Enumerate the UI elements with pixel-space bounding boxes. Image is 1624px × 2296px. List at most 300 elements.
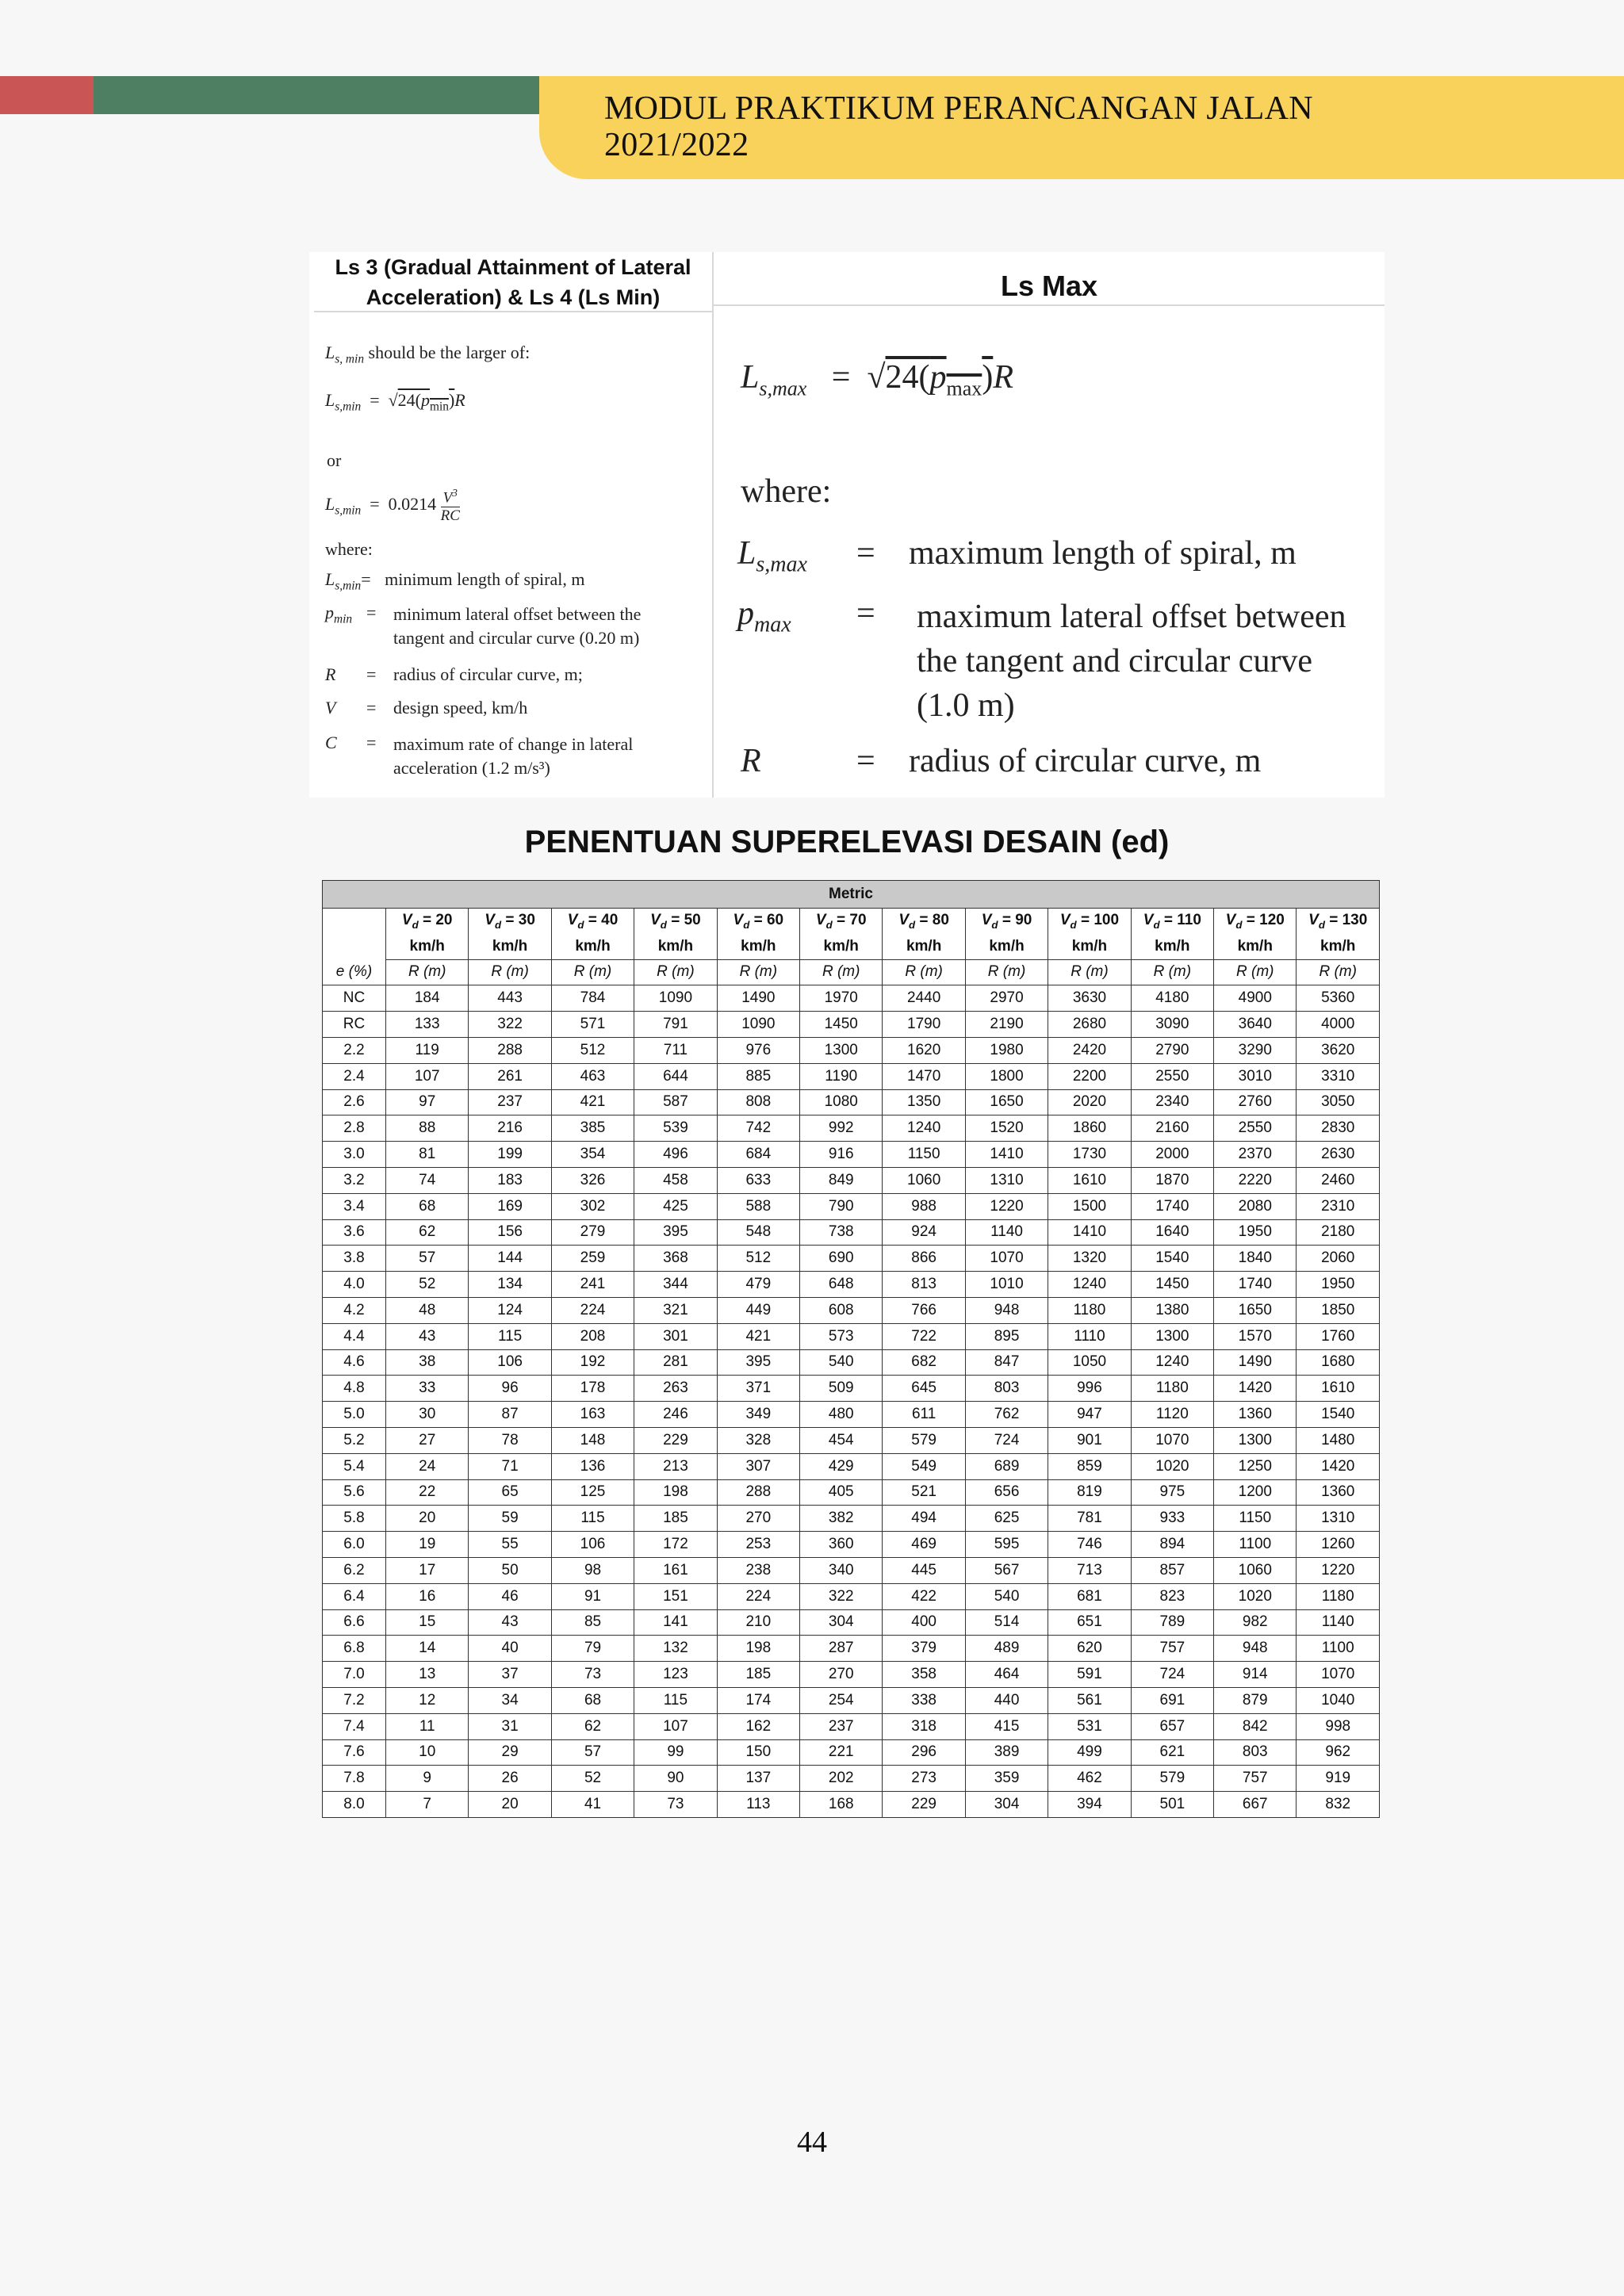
radius-cell: 34 — [469, 1687, 551, 1713]
e-value-cell: 8.0 — [323, 1792, 386, 1818]
table-row — [323, 1323, 1380, 1349]
radius-cell: 136 — [551, 1453, 634, 1479]
radius-cell: 2080 — [1214, 1193, 1297, 1219]
radius-cell: 287 — [800, 1636, 883, 1662]
radius-cell: 216 — [469, 1115, 551, 1142]
radius-cell: 975 — [1131, 1479, 1213, 1506]
speed-value: 40 — [601, 912, 619, 928]
radius-cell: 137 — [717, 1766, 799, 1792]
radius-cell: 757 — [1214, 1766, 1297, 1792]
table-row — [323, 1115, 1380, 1142]
radius-cell: 962 — [1297, 1739, 1380, 1766]
ls-max-def-0: $L_{s,max}$ = maximum length of spiral, m — [737, 535, 1297, 577]
radius-cell: 463 — [551, 1063, 634, 1089]
radius-cell: 395 — [717, 1349, 799, 1376]
radius-cell: 948 — [965, 1297, 1048, 1323]
radius-cell: 449 — [717, 1297, 799, 1323]
radius-cell: 273 — [883, 1766, 965, 1792]
radius-cell: 395 — [634, 1219, 717, 1246]
ls-min-intro-text: should be the larger of: — [368, 342, 530, 362]
table-row — [323, 1583, 1380, 1609]
radius-cell: 501 — [1131, 1792, 1213, 1818]
e-value-cell: 4.6 — [323, 1349, 386, 1376]
radius-cell: 37 — [469, 1662, 551, 1688]
radius-cell: 9 — [386, 1766, 469, 1792]
ls-min-def-0 — [325, 569, 584, 593]
radius-cell: 1250 — [1214, 1453, 1297, 1479]
radius-cell: 1520 — [965, 1115, 1048, 1142]
radius-cell: 115 — [551, 1506, 634, 1532]
radius-cell: 210 — [717, 1609, 799, 1636]
radius-cell: 1180 — [1131, 1376, 1213, 1402]
ls-max-def-2: R = radius of circular curve, m — [741, 743, 1262, 779]
def-text: maximum lateral offset between the tangent and circular curve (1.0 m) — [917, 599, 1346, 724]
ls-max-where: where: — [741, 473, 832, 510]
superelevation-table — [322, 880, 1380, 1818]
table-unit-row — [323, 934, 1380, 959]
radius-cell: 1950 — [1214, 1219, 1297, 1246]
table-row — [323, 1246, 1380, 1272]
radius-cell: 5360 — [1297, 985, 1380, 1012]
radius-cell: 107 — [634, 1713, 717, 1739]
table-row — [323, 1297, 1380, 1323]
radius-cell: 322 — [800, 1583, 883, 1609]
radius-cell: 2370 — [1214, 1142, 1297, 1168]
radius-cell: 38 — [386, 1349, 469, 1376]
radius-cell: 132 — [634, 1636, 717, 1662]
speed-unit: km/h — [883, 934, 965, 959]
radius-cell: 301 — [634, 1323, 717, 1349]
speed-value: 130 — [1342, 912, 1368, 928]
e-value-cell: 4.4 — [323, 1323, 386, 1349]
e-value-cell: 4.8 — [323, 1376, 386, 1402]
radius-cell: 479 — [717, 1272, 799, 1298]
radius-cell: 415 — [965, 1713, 1048, 1739]
radius-cell: 48 — [386, 1297, 469, 1323]
radius-cell: 113 — [717, 1792, 799, 1818]
e-percent-header: e (%) — [323, 959, 386, 985]
radius-cell: 803 — [1214, 1739, 1297, 1766]
def-op: = — [366, 698, 377, 718]
radius-cell: 2060 — [1297, 1246, 1380, 1272]
radius-cell: 17 — [386, 1557, 469, 1583]
radius-cell: 3310 — [1297, 1063, 1380, 1089]
radius-cell: 895 — [965, 1323, 1048, 1349]
radius-cell: 349 — [717, 1402, 799, 1428]
radius-cell: 919 — [1297, 1766, 1380, 1792]
radius-cell: 1310 — [965, 1167, 1048, 1193]
ls-min-def-3 — [325, 698, 527, 718]
radius-cell: 988 — [883, 1193, 965, 1219]
radius-cell: 40 — [469, 1636, 551, 1662]
radius-cell: 2630 — [1297, 1142, 1380, 1168]
radius-cell: 996 — [1048, 1376, 1131, 1402]
radius-cell: 115 — [634, 1687, 717, 1713]
radius-cell: 1310 — [1297, 1506, 1380, 1532]
radius-cell: 202 — [800, 1766, 883, 1792]
radius-cell: 168 — [800, 1792, 883, 1818]
radius-cell: 690 — [800, 1246, 883, 1272]
radius-cell: 20 — [469, 1792, 551, 1818]
radius-cell: 2970 — [965, 985, 1048, 1012]
def-symbol: L — [325, 569, 335, 589]
radius-cell: 15 — [386, 1609, 469, 1636]
radius-cell: 1380 — [1131, 1297, 1213, 1323]
radius-cell: 229 — [883, 1792, 965, 1818]
e-value-cell: 3.8 — [323, 1246, 386, 1272]
radius-cell: 791 — [634, 1012, 717, 1038]
speed-value: 30 — [518, 912, 535, 928]
def-text: minimum lateral offset between the tangent and circular curve (0.20 m) — [393, 604, 642, 648]
radius-cell: 1420 — [1297, 1453, 1380, 1479]
radius-cell: 389 — [965, 1739, 1048, 1766]
radius-cell: 13 — [386, 1662, 469, 1688]
radius-unit: R (m) — [1297, 959, 1380, 985]
radius-cell: 469 — [883, 1532, 965, 1558]
speed-unit: km/h — [800, 934, 883, 959]
radius-cell: 328 — [717, 1427, 799, 1453]
radius-cell: 1620 — [883, 1037, 965, 1063]
radius-cell: 279 — [551, 1219, 634, 1246]
radius-cell: 621 — [1131, 1739, 1213, 1766]
radius-cell: 1950 — [1297, 1272, 1380, 1298]
radius-cell: 651 — [1048, 1609, 1131, 1636]
radius-unit: R (m) — [1214, 959, 1297, 985]
radius-cell: 608 — [800, 1297, 883, 1323]
radius-cell: 71 — [469, 1453, 551, 1479]
radius-cell: 221 — [800, 1739, 883, 1766]
metric-header: Metric — [323, 881, 1380, 909]
radius-cell: 1140 — [1297, 1609, 1380, 1636]
radius-cell: 648 — [800, 1272, 883, 1298]
radius-cell: 1540 — [1297, 1402, 1380, 1428]
radius-cell: 304 — [965, 1792, 1048, 1818]
table-speed-row — [323, 909, 1380, 934]
radius-cell: 12 — [386, 1687, 469, 1713]
radius-cell: 711 — [634, 1037, 717, 1063]
radius-cell: 1490 — [1214, 1349, 1297, 1376]
radius-cell: 259 — [551, 1246, 634, 1272]
e-value-cell: 2.6 — [323, 1089, 386, 1115]
def-op: = — [366, 603, 377, 622]
radius-cell: 1540 — [1131, 1246, 1213, 1272]
speed-unit: km/h — [1297, 934, 1380, 959]
radius-cell: 238 — [717, 1557, 799, 1583]
radius-cell: 1180 — [1297, 1583, 1380, 1609]
radius-cell: 1070 — [965, 1246, 1048, 1272]
e-value-cell: 3.4 — [323, 1193, 386, 1219]
radius-cell: 1740 — [1214, 1272, 1297, 1298]
header-red-bar — [0, 76, 94, 114]
radius-cell: 88 — [386, 1115, 469, 1142]
ls-max-def-1: $p_{max}$ = maximum lateral offset between the tangent and circular curve (1.0 m) — [737, 595, 1356, 728]
radius-cell: 382 — [800, 1506, 883, 1532]
e-value-cell: 5.8 — [323, 1506, 386, 1532]
radius-cell: 548 — [717, 1219, 799, 1246]
radius-cell: 141 — [634, 1609, 717, 1636]
radius-cell: 87 — [469, 1402, 551, 1428]
def-symbol: p — [737, 595, 754, 632]
radius-cell: 115 — [469, 1323, 551, 1349]
radius-cell: 52 — [386, 1272, 469, 1298]
radius-cell: 1760 — [1297, 1323, 1380, 1349]
radius-cell: 3630 — [1048, 985, 1131, 1012]
ls-min-def-1 — [325, 603, 679, 650]
table-row — [323, 1713, 1380, 1739]
speed-header: $V_d = 130$ — [1297, 909, 1380, 934]
radius-cell: 237 — [469, 1089, 551, 1115]
radius-cell: 172 — [634, 1532, 717, 1558]
radius-cell: 68 — [386, 1193, 469, 1219]
e-value-cell: 7.2 — [323, 1687, 386, 1713]
radius-cell: 1680 — [1297, 1349, 1380, 1376]
ls-min-intro: $L_{s, min}$ should be the larger of: — [325, 342, 530, 366]
radius-cell: 924 — [883, 1219, 965, 1246]
radius-cell: 766 — [883, 1297, 965, 1323]
radius-cell: 1970 — [800, 985, 883, 1012]
speed-header: $V_d = 110$ — [1131, 909, 1213, 934]
table-row — [323, 1012, 1380, 1038]
speed-header: $V_d = 40$ — [551, 909, 634, 934]
radius-cell: 326 — [551, 1167, 634, 1193]
radius-cell: 1850 — [1297, 1297, 1380, 1323]
radius-cell: 79 — [551, 1636, 634, 1662]
radius-cell: 31 — [469, 1713, 551, 1739]
radius-cell: 2000 — [1131, 1142, 1213, 1168]
def-op: = — [366, 733, 377, 752]
table-row — [323, 1557, 1380, 1583]
radius-cell: 1060 — [883, 1167, 965, 1193]
table-row — [323, 1272, 1380, 1298]
table-row — [323, 1739, 1380, 1766]
radius-cell: 1570 — [1214, 1323, 1297, 1349]
header-green-bar — [94, 76, 561, 114]
speed-value: 80 — [932, 912, 949, 928]
radius-cell: 1140 — [965, 1219, 1048, 1246]
radius-cell: 178 — [551, 1376, 634, 1402]
radius-cell: 857 — [1131, 1557, 1213, 1583]
radius-cell: 4000 — [1297, 1012, 1380, 1038]
def-symbol: R — [325, 664, 336, 684]
radius-cell: 494 — [883, 1506, 965, 1532]
def-subscript: min — [334, 612, 353, 626]
def-text: radius of circular curve, m; — [393, 664, 583, 684]
radius-cell: 1050 — [1048, 1349, 1131, 1376]
radius-cell: 185 — [634, 1506, 717, 1532]
table-row — [323, 1349, 1380, 1376]
radius-cell: 1240 — [1048, 1272, 1131, 1298]
radius-cell: 724 — [965, 1427, 1048, 1453]
radius-cell: 1790 — [883, 1012, 965, 1038]
radius-cell: 454 — [800, 1427, 883, 1453]
radius-cell: 65 — [469, 1479, 551, 1506]
ls-min-formula-2: $L_{s,min} = 0.0214$ $\frac{V^3}{RC}$ — [325, 487, 460, 525]
radius-cell: 96 — [469, 1376, 551, 1402]
corner-cell — [323, 909, 386, 934]
ls-min-const: 0.0214 — [388, 494, 437, 515]
radius-cell: 1020 — [1131, 1453, 1213, 1479]
radius-cell: 199 — [469, 1142, 551, 1168]
radius-cell: 288 — [717, 1479, 799, 1506]
radius-cell: 724 — [1131, 1662, 1213, 1688]
radius-cell: 531 — [1048, 1713, 1131, 1739]
table-radius-row — [323, 959, 1380, 985]
radius-cell: 1220 — [1297, 1557, 1380, 1583]
header-title — [604, 90, 1313, 163]
radius-unit: R (m) — [634, 959, 717, 985]
radius-cell: 208 — [551, 1323, 634, 1349]
def-subscript: max — [754, 612, 791, 637]
ls-min-formula-1: $L_{s,min} = √24(p_{min})R$ — [325, 390, 465, 414]
radius-cell: 2550 — [1131, 1063, 1213, 1089]
radius-cell: 1100 — [1297, 1636, 1380, 1662]
radius-cell: 1480 — [1297, 1427, 1380, 1453]
radius-cell: 1320 — [1048, 1246, 1131, 1272]
radius-cell: 344 — [634, 1272, 717, 1298]
e-value-cell: 7.6 — [323, 1739, 386, 1766]
radius-cell: 2220 — [1214, 1167, 1297, 1193]
e-value-cell: 2.2 — [323, 1037, 386, 1063]
radius-cell: 125 — [551, 1479, 634, 1506]
radius-cell: 588 — [717, 1193, 799, 1219]
table-row — [323, 1766, 1380, 1792]
radius-cell: 43 — [386, 1323, 469, 1349]
radius-cell: 169 — [469, 1193, 551, 1219]
speed-value: 20 — [435, 912, 453, 928]
radius-cell: 1840 — [1214, 1246, 1297, 1272]
radius-cell: 307 — [717, 1453, 799, 1479]
e-value-cell: 6.4 — [323, 1583, 386, 1609]
radius-cell: 757 — [1131, 1636, 1213, 1662]
radius-cell: 1740 — [1131, 1193, 1213, 1219]
radius-cell: 595 — [965, 1532, 1048, 1558]
radius-cell: 184 — [386, 985, 469, 1012]
def-text: minimum length of spiral, m — [385, 569, 585, 589]
radius-cell: 1350 — [883, 1089, 965, 1115]
radius-cell: 261 — [469, 1063, 551, 1089]
header-title-line1: MODUL PRAKTIKUM PERANCANGAN JALAN — [604, 90, 1313, 127]
ls-min-def-2 — [325, 664, 583, 685]
e-value-cell: 5.4 — [323, 1453, 386, 1479]
radius-cell: 464 — [965, 1662, 1048, 1688]
speed-value: 70 — [849, 912, 867, 928]
radius-unit: R (m) — [386, 959, 469, 985]
speed-unit: km/h — [1131, 934, 1213, 959]
radius-cell: 620 — [1048, 1636, 1131, 1662]
radius-cell: 579 — [883, 1427, 965, 1453]
radius-cell: 50 — [469, 1557, 551, 1583]
radius-cell: 789 — [1131, 1609, 1213, 1636]
speed-value: 110 — [1177, 912, 1201, 928]
radius-cell: 27 — [386, 1427, 469, 1453]
e-value-cell: 6.0 — [323, 1532, 386, 1558]
radius-cell: 2180 — [1297, 1219, 1380, 1246]
radius-cell: 425 — [634, 1193, 717, 1219]
radius-cell: 722 — [883, 1323, 965, 1349]
radius-cell: 2190 — [965, 1012, 1048, 1038]
corner-cell — [323, 934, 386, 959]
radius-cell: 4900 — [1214, 985, 1297, 1012]
radius-cell: 1650 — [965, 1089, 1048, 1115]
radius-cell: 823 — [1131, 1583, 1213, 1609]
radius-cell: 894 — [1131, 1532, 1213, 1558]
radius-cell: 2760 — [1214, 1089, 1297, 1115]
radius-cell: 106 — [551, 1532, 634, 1558]
radius-cell: 1420 — [1214, 1376, 1297, 1402]
speed-unit: km/h — [469, 934, 551, 959]
radius-cell: 1190 — [800, 1063, 883, 1089]
table-row — [323, 1609, 1380, 1636]
radius-cell: 133 — [386, 1012, 469, 1038]
radius-cell: 645 — [883, 1376, 965, 1402]
e-value-cell: 7.8 — [323, 1766, 386, 1792]
radius-cell: 263 — [634, 1376, 717, 1402]
table-row — [323, 1142, 1380, 1168]
speed-header: $V_d = 70$ — [800, 909, 883, 934]
radius-cell: 98 — [551, 1557, 634, 1583]
radius-cell: 429 — [800, 1453, 883, 1479]
e-value-cell: 6.6 — [323, 1609, 386, 1636]
speed-header: $V_d = 30$ — [469, 909, 551, 934]
radius-cell: 174 — [717, 1687, 799, 1713]
radius-cell: 1410 — [965, 1142, 1048, 1168]
e-value-cell: RC — [323, 1012, 386, 1038]
radius-cell: 1300 — [1131, 1323, 1213, 1349]
radius-cell: 443 — [469, 985, 551, 1012]
radius-cell: 134 — [469, 1272, 551, 1298]
speed-value: 90 — [1015, 912, 1032, 928]
e-value-cell: 3.2 — [323, 1167, 386, 1193]
radius-cell: 1360 — [1214, 1402, 1297, 1428]
radius-cell: 813 — [883, 1272, 965, 1298]
radius-cell: 992 — [800, 1115, 883, 1142]
radius-cell: 74 — [386, 1167, 469, 1193]
radius-cell: 879 — [1214, 1687, 1297, 1713]
table-row — [323, 1792, 1380, 1818]
radius-cell: 1470 — [883, 1063, 965, 1089]
radius-cell: 611 — [883, 1402, 965, 1428]
e-value-cell: 6.2 — [323, 1557, 386, 1583]
radius-cell: 270 — [800, 1662, 883, 1688]
table-row — [323, 1376, 1380, 1402]
radius-cell: 11 — [386, 1713, 469, 1739]
table-row — [323, 985, 1380, 1012]
radius-cell: 2420 — [1048, 1037, 1131, 1063]
radius-cell: 1080 — [800, 1089, 883, 1115]
def-subscript: s,min — [335, 579, 362, 593]
radius-cell: 1650 — [1214, 1297, 1297, 1323]
table-metric-row — [323, 881, 1380, 909]
radius-cell: 1150 — [883, 1142, 965, 1168]
radius-cell: 371 — [717, 1376, 799, 1402]
radius-cell: 803 — [965, 1376, 1048, 1402]
radius-cell: 914 — [1214, 1662, 1297, 1688]
table-row — [323, 1453, 1380, 1479]
speed-value: 60 — [766, 912, 784, 928]
def-symbol: p — [325, 603, 334, 622]
radius-unit: R (m) — [551, 959, 634, 985]
radius-cell: 198 — [717, 1636, 799, 1662]
def-text: maximum length of spiral, m — [909, 535, 1297, 572]
radius-cell: 2460 — [1297, 1167, 1380, 1193]
radius-cell: 237 — [800, 1713, 883, 1739]
radius-cell: 400 — [883, 1609, 965, 1636]
radius-cell: 73 — [551, 1662, 634, 1688]
radius-cell: 742 — [717, 1115, 799, 1142]
radius-cell: 1490 — [717, 985, 799, 1012]
radius-cell: 1040 — [1297, 1687, 1380, 1713]
speed-unit: km/h — [717, 934, 799, 959]
